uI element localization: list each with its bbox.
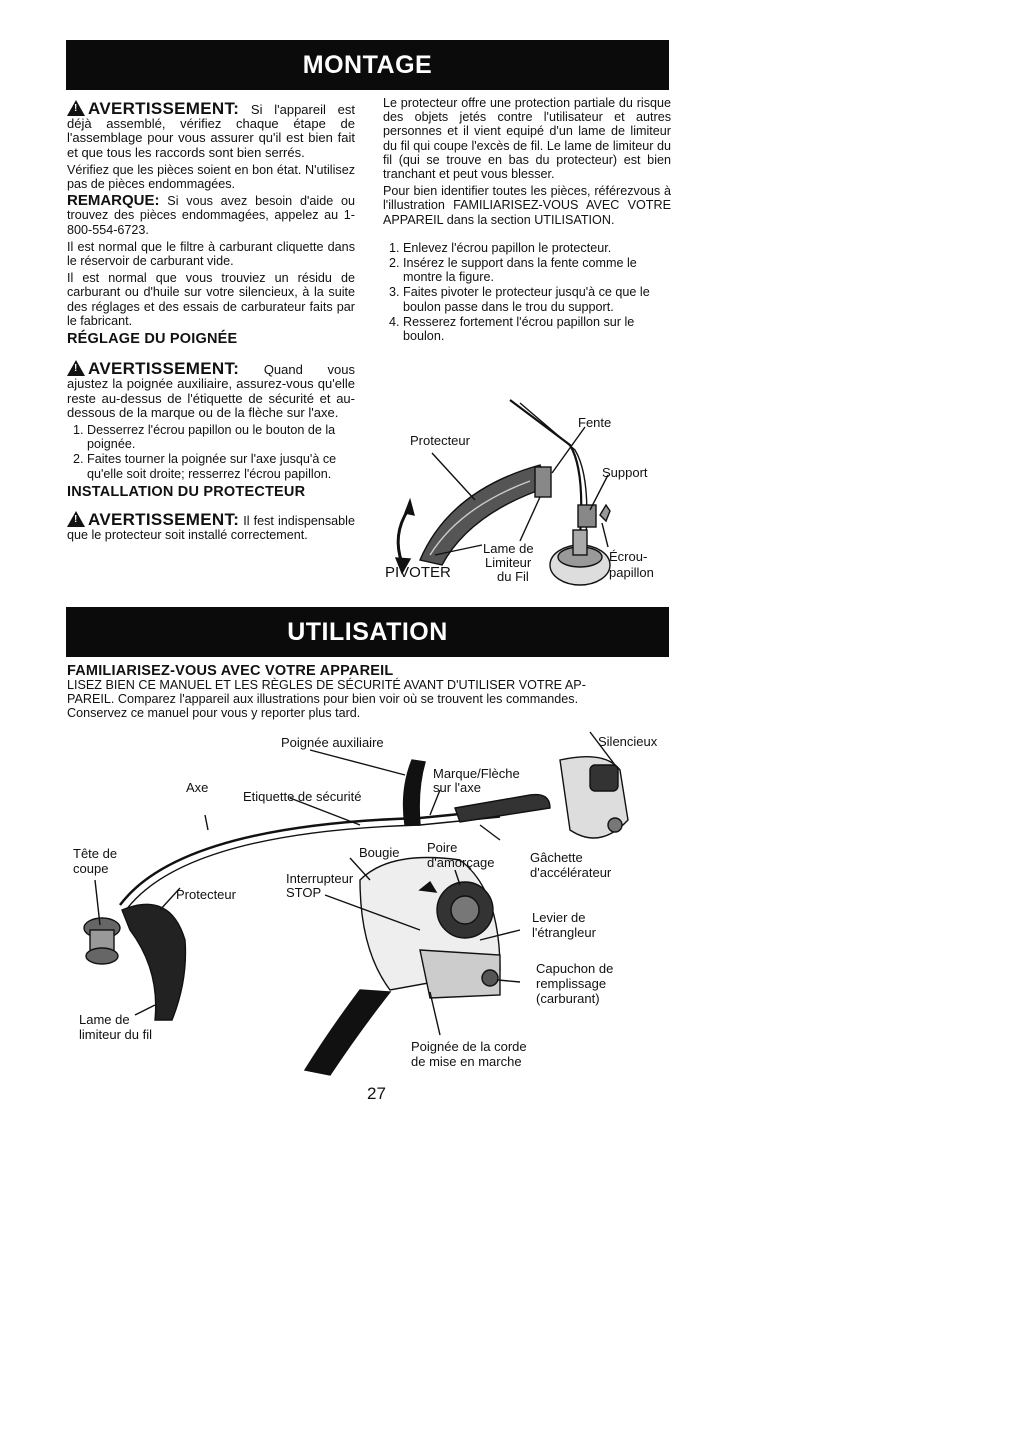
label-marque-1: Marque/Flèche: [433, 766, 520, 781]
label-etiquette-securite: Etiquette de sécurité: [243, 789, 362, 804]
check-parts-text: Vérifiez que les pièces soient en bon état. N'utilisez pas de pièces endommagées.: [67, 162, 355, 192]
label-axe: Axe: [186, 780, 209, 795]
warning-assembled: !AVERTISSEMENT: Si l'appareil est déjà assemblé, vérifiez chaque étape de l'assemblage pour vous assurer qu'il est bien fait et que tous les raccords sont bien serrés.: [67, 100, 355, 160]
fig-label-protecteur: Protecteur: [410, 433, 470, 448]
familiar-line: LISEZ BIEN CE MANUEL ET LES RÈGLES DE SÉCURITÉ AVANT D'UTILISER VOTRE AP-: [67, 678, 586, 692]
label-gachette-1: Gâchette: [530, 850, 583, 865]
label-corde-1: Poignée de la corde: [411, 1039, 527, 1054]
montage-banner: [66, 40, 669, 90]
parts-reference: Pour bien identifier toutes les pièces, référezvous à l'illustration FAMILIARISEZ-VOUS AVEC VOTRE APPAREIL dans la section UTILISATION.: [383, 184, 671, 227]
label-poire-2: d'amorçage: [427, 855, 495, 870]
montage-right-column: [383, 96, 671, 347]
fig-label-lame-1: Lame de: [483, 541, 534, 556]
familiar-section: [67, 664, 671, 720]
familiar-line: PAREIL. Comparez l'appareil aux illustrations pour bien voir où se trouvent les commandes.: [67, 692, 579, 706]
fig-label-pivoter: PIVOTER: [385, 564, 451, 581]
label-poire-1: Poire: [427, 840, 458, 855]
warning-guard: !AVERTISSEMENT: Il fest indispensable que le protecteur soit installé correctement.: [67, 511, 355, 542]
guard-step: 4. Resserez fortement l'écrou papillon sur le boulon.: [403, 315, 671, 343]
fig-label-ecrou-2: papillon: [609, 565, 654, 580]
label-corde-2: de mise en marche: [411, 1054, 522, 1069]
guard-section-title: INSTALLATION DU PROTECTEUR: [67, 483, 306, 500]
label-tete-2: coupe: [73, 861, 109, 876]
guard-description: Le protecteur offre une protection partiale du risque des objets jetés contre l'utilisateur et autres personnes et il vient equipé d'un lame de limiteur du fil qui coupe l'excès de fil. Le lame de limiteur du fil (qui se trouve en bas du protecteur) est bien tranchant et peut vous blesser.: [383, 96, 671, 182]
label-tete-1: Tête de: [73, 846, 118, 861]
label-interrupteur-1: Interrupteur: [286, 871, 354, 886]
warning-triangle-icon: [67, 100, 85, 116]
label-lame-2: limiteur du fil: [79, 1027, 152, 1042]
montage-title: MONTAGE: [302, 50, 433, 79]
handle-step: 2. Faites tourner la poignée sur l'axe jusqu'à ce qu'elle soit droite; resserrez l'écrou papillon.: [87, 452, 355, 480]
filter-note: Il est normal que le filtre à carburant cliquette dans le réservoir de carburant vide.: [67, 239, 355, 269]
guard-step: 2. Insérez le support dans la fente comme le montre la figure.: [403, 256, 671, 284]
handle-steps: [67, 423, 355, 481]
label-capuchon-3: (carburant): [536, 991, 600, 1006]
label-marque-2: sur l'axe: [433, 780, 482, 795]
warning-triangle-icon: [67, 360, 85, 376]
handle-step: 1. Desserrez l'écrou papillon ou le bouton de la poignée.: [87, 423, 355, 451]
label-levier-2: l'étrangleur: [532, 925, 596, 940]
familiar-line: Conservez ce manuel pour vous y reporter plus tard.: [67, 706, 361, 720]
label-capuchon-2: remplissage: [536, 976, 607, 991]
guard-steps: [383, 241, 671, 343]
remark-paragraph: REMARQUE: Si vous avez besoin d'aide ou trouvez des pièces endommagées, appelez au 1-800-554-6723.: [67, 192, 356, 237]
fig-label-lame-2: Limiteur: [485, 555, 532, 570]
page-number: 27: [367, 1084, 386, 1103]
label-interrupteur-2: STOP: [286, 885, 322, 900]
label-lame-1: Lame de: [79, 1012, 130, 1027]
fig-label-lame-3: du Fil: [497, 569, 529, 584]
label-capuchon-1: Capuchon de: [536, 961, 614, 976]
label-silencieux: Silencieux: [598, 734, 658, 749]
warning-handle: !AVERTISSEMENT: Quand vous ajustez la poignée auxiliaire, assurez-vous qu'elle reste au-dessus de l'étiquette de sécurité et au-dessous de la marque ou de la flèche sur l'axe.: [67, 360, 355, 420]
guard-step: 3. Faites pivoter le protecteur jusqu'à ce que le boulon passe dans le trou du support.: [403, 285, 671, 313]
fig-label-support: Support: [602, 465, 648, 480]
fig-label-fente: Fente: [578, 415, 612, 430]
label-protecteur: Protecteur: [176, 887, 236, 902]
montage-left-column: [67, 100, 355, 545]
warning-triangle-icon: [67, 511, 85, 527]
label-poignee-auxiliaire: Poignée auxiliaire: [281, 735, 384, 750]
label-levier-1: Levier de: [532, 910, 586, 925]
guard-step: 1. Enlevez l'écrou papillon le protecteur.: [403, 241, 671, 255]
utilisation-banner: [66, 607, 669, 657]
trimmer-illustration: [60, 730, 680, 1090]
utilisation-title: UTILISATION: [287, 617, 448, 646]
handle-section-title: RÉGLAGE DU POIGNÉE: [67, 331, 238, 348]
residue-note: Il est normal que vous trouviez un résidu de carburant ou d'huile sur votre silencieux, à la suite des réglages et des essais de carburateur faits par le fabricant.: [67, 271, 355, 328]
label-bougie: Bougie: [359, 845, 400, 860]
label-gachette-2: d'accélérateur: [530, 865, 612, 880]
familiar-title: FAMILIARISEZ-VOUS AVEC VOTRE APPAREIL: [67, 663, 394, 679]
fig-label-ecrou-1: Écrou-: [609, 549, 648, 564]
